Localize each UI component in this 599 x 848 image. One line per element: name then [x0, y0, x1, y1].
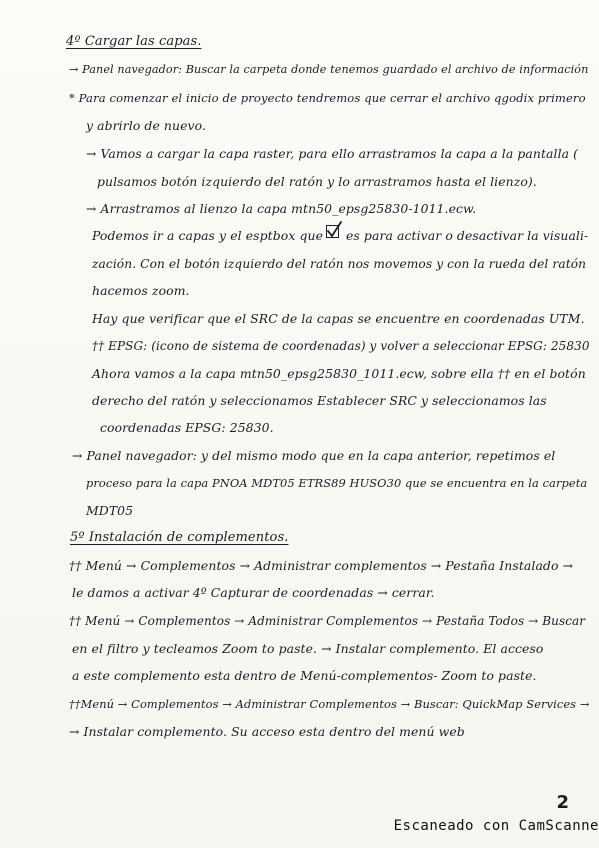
note-line: †† EPSG: (icono de sistema de coordenadas) y volver a seleccionar EPSG: 25830: [92, 339, 590, 353]
note-line: en el filtro y tecleamos Zoom to paste. → Instalar complemento. El acceso: [72, 641, 544, 656]
note-line: proceso para la capa PNOA MDT05 ETRS89 HUSO30 que se encuentra en la carpeta: [86, 476, 588, 490]
section-heading-install-plugins: 5º Instalación de complementos.: [70, 530, 289, 545]
note-line: le damos a activar 4º Capturar de coordenadas → cerrar.: [72, 585, 435, 600]
note-line: y abrirlo de nuevo.: [86, 118, 207, 133]
note-line: → Vamos a cargar la capa raster, para ello arrastramos la capa a la pantalla (: [86, 146, 579, 161]
note-line: zación. Con el botón izquierdo del ratón nos movemos y con la rueda del ratón: [92, 257, 587, 271]
note-line: hacemos zoom.: [92, 283, 190, 298]
note-line: pulsamos botón izquierdo del ratón y lo arrastramos hasta el lienzo).: [97, 174, 537, 189]
section-heading-load-layers: 4º Cargar las capas.: [66, 34, 202, 49]
page-number: 2: [556, 792, 569, 813]
note-line: → Instalar complemento. Su acceso esta dentro del menú web: [69, 724, 465, 739]
note-line: coordenadas EPSG: 25830.: [100, 420, 274, 435]
note-line: derecho del ratón y seleccionamos Establecer SRC y seleccionamos las: [92, 393, 547, 408]
note-line: a este complemento esta dentro de Menú-complementos- Zoom to paste.: [72, 668, 537, 683]
note-line: Hay que verificar que el SRC de la capas se encuentre en coordenadas UTM.: [92, 311, 585, 326]
note-line: Ahora vamos a la capa mtn50_epsg25830_1011.ecw, sobre ella †† en el botón: [92, 366, 586, 381]
note-line: → Arrastramos al lienzo la capa mtn50_epsg25830-1011.ecw.: [86, 201, 477, 216]
checkbox-icon: [326, 225, 339, 238]
note-line: → Panel navegador: Buscar la carpeta donde tenemos guardado el archivo de información: [69, 63, 589, 76]
note-line: †† Menú → Complementos → Administrar complementos → Pestaña Instalado →: [69, 558, 574, 573]
note-line: †† Menú → Complementos → Administrar Complementos → Pestaña Todos → Buscar: [69, 614, 586, 628]
note-line: * Para comenzar el inicio de proyecto tendremos que cerrar el archivo qgodix primero: [69, 91, 586, 105]
note-line: Podemos ir a capas y el esptbox que: [92, 228, 323, 243]
note-line: → Panel navegador: y del mismo modo que en la capa anterior, repetimos el: [72, 448, 556, 463]
note-line: es para activar o desactivar la visuali-: [346, 228, 589, 243]
note-line: MDT05: [86, 503, 134, 518]
note-line: ††Menú → Complementos → Administrar Complementos → Buscar: QuickMap Services →: [69, 697, 590, 711]
scanner-watermark: Escaneado con CamScanne: [393, 818, 599, 834]
